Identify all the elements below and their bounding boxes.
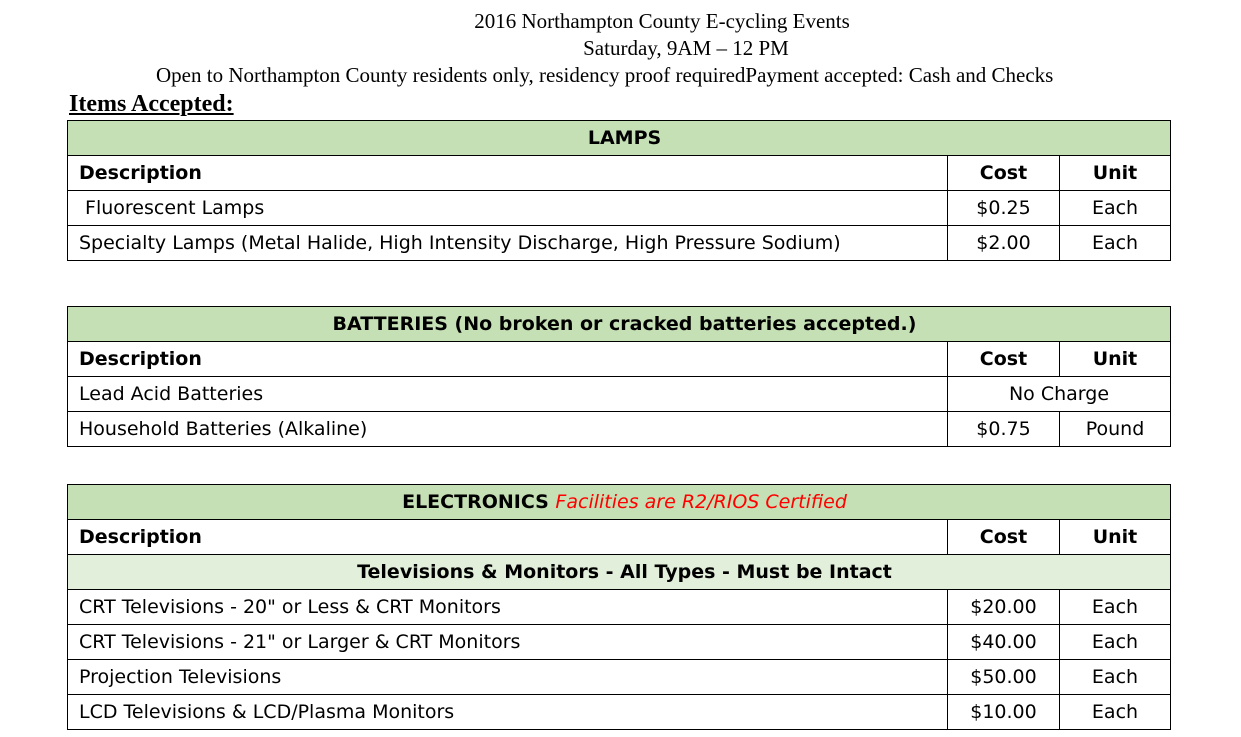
batteries-title: BATTERIES (No broken or cracked batteries accepted.) xyxy=(68,307,1171,342)
item-description: LCD Televisions & LCD/Plasma Monitors xyxy=(68,695,948,730)
electronics-header-cell xyxy=(68,485,1171,520)
description-column-header: Description xyxy=(68,342,948,377)
item-description: CRT Televisions - 20" or Less & CRT Monitors xyxy=(68,590,948,625)
item-description: Projection Televisions xyxy=(68,660,948,695)
item-unit: Pound xyxy=(1060,412,1171,447)
item-cost: $0.75 xyxy=(948,412,1060,447)
table-row xyxy=(68,377,1171,412)
cost-column-header: Cost xyxy=(948,520,1060,555)
item-unit: Each xyxy=(1060,590,1171,625)
item-unit: Each xyxy=(1060,226,1171,261)
item-unit: Each xyxy=(1060,660,1171,695)
cost-column-header: Cost xyxy=(948,342,1060,377)
unit-column-header: Unit xyxy=(1060,156,1171,191)
items-accepted-heading: Items Accepted: xyxy=(69,91,234,117)
electronics-table xyxy=(67,484,1171,730)
batteries-table xyxy=(67,306,1171,447)
lamps-title: LAMPS xyxy=(68,121,1171,156)
tv-monitors-subheader xyxy=(68,555,1171,590)
unit-column-header: Unit xyxy=(1060,342,1171,377)
table-row xyxy=(68,590,1171,625)
item-description: CRT Televisions - 21" or Larger & CRT Monitors xyxy=(68,625,948,660)
cost-column-header: Cost xyxy=(948,156,1060,191)
lamps-table xyxy=(67,120,1171,261)
unit-column-header: Unit xyxy=(1060,520,1171,555)
item-cost: $2.00 xyxy=(948,226,1060,261)
residency-payment-notice: Open to Northampton County residents only, residency proof requiredPayment accepted: Cash and Checks xyxy=(156,63,1054,87)
batteries-section-header xyxy=(68,307,1171,342)
table-row xyxy=(68,412,1171,447)
table-row xyxy=(68,695,1171,730)
table-row xyxy=(68,625,1171,660)
item-unit: Each xyxy=(1060,695,1171,730)
lamps-column-header-row xyxy=(68,156,1171,191)
lamps-section-header xyxy=(68,121,1171,156)
item-description: Lead Acid Batteries xyxy=(68,377,948,412)
certification-note: Facilities are R2/RIOS Certified xyxy=(555,491,847,513)
page-title: 2016 Northampton County E-cycling Events xyxy=(474,9,850,33)
event-time: Saturday, 9AM – 12 PM xyxy=(583,36,789,60)
item-cost: $50.00 xyxy=(948,660,1060,695)
item-description: Fluorescent Lamps xyxy=(68,191,948,226)
item-unit: Each xyxy=(1060,191,1171,226)
item-cost: $20.00 xyxy=(948,590,1060,625)
item-description: Specialty Lamps (Metal Halide, High Intensity Discharge, High Pressure Sodium) xyxy=(68,226,948,261)
description-column-header: Description xyxy=(68,520,948,555)
table-row xyxy=(68,226,1171,261)
table-row xyxy=(68,660,1171,695)
item-cost: $10.00 xyxy=(948,695,1060,730)
table-row xyxy=(68,191,1171,226)
item-cost: $40.00 xyxy=(948,625,1060,660)
electronics-section-header xyxy=(68,485,1171,520)
description-column-header: Description xyxy=(68,156,948,191)
item-charge: No Charge xyxy=(948,377,1171,412)
electronics-title: ELECTRONICS xyxy=(402,491,549,513)
item-description: Household Batteries (Alkaline) xyxy=(68,412,948,447)
tv-monitors-subheading: Televisions & Monitors - All Types - Must be Intact xyxy=(68,555,1171,590)
item-cost: $0.25 xyxy=(948,191,1060,226)
batteries-column-header-row xyxy=(68,342,1171,377)
electronics-column-header-row xyxy=(68,520,1171,555)
item-unit: Each xyxy=(1060,625,1171,660)
